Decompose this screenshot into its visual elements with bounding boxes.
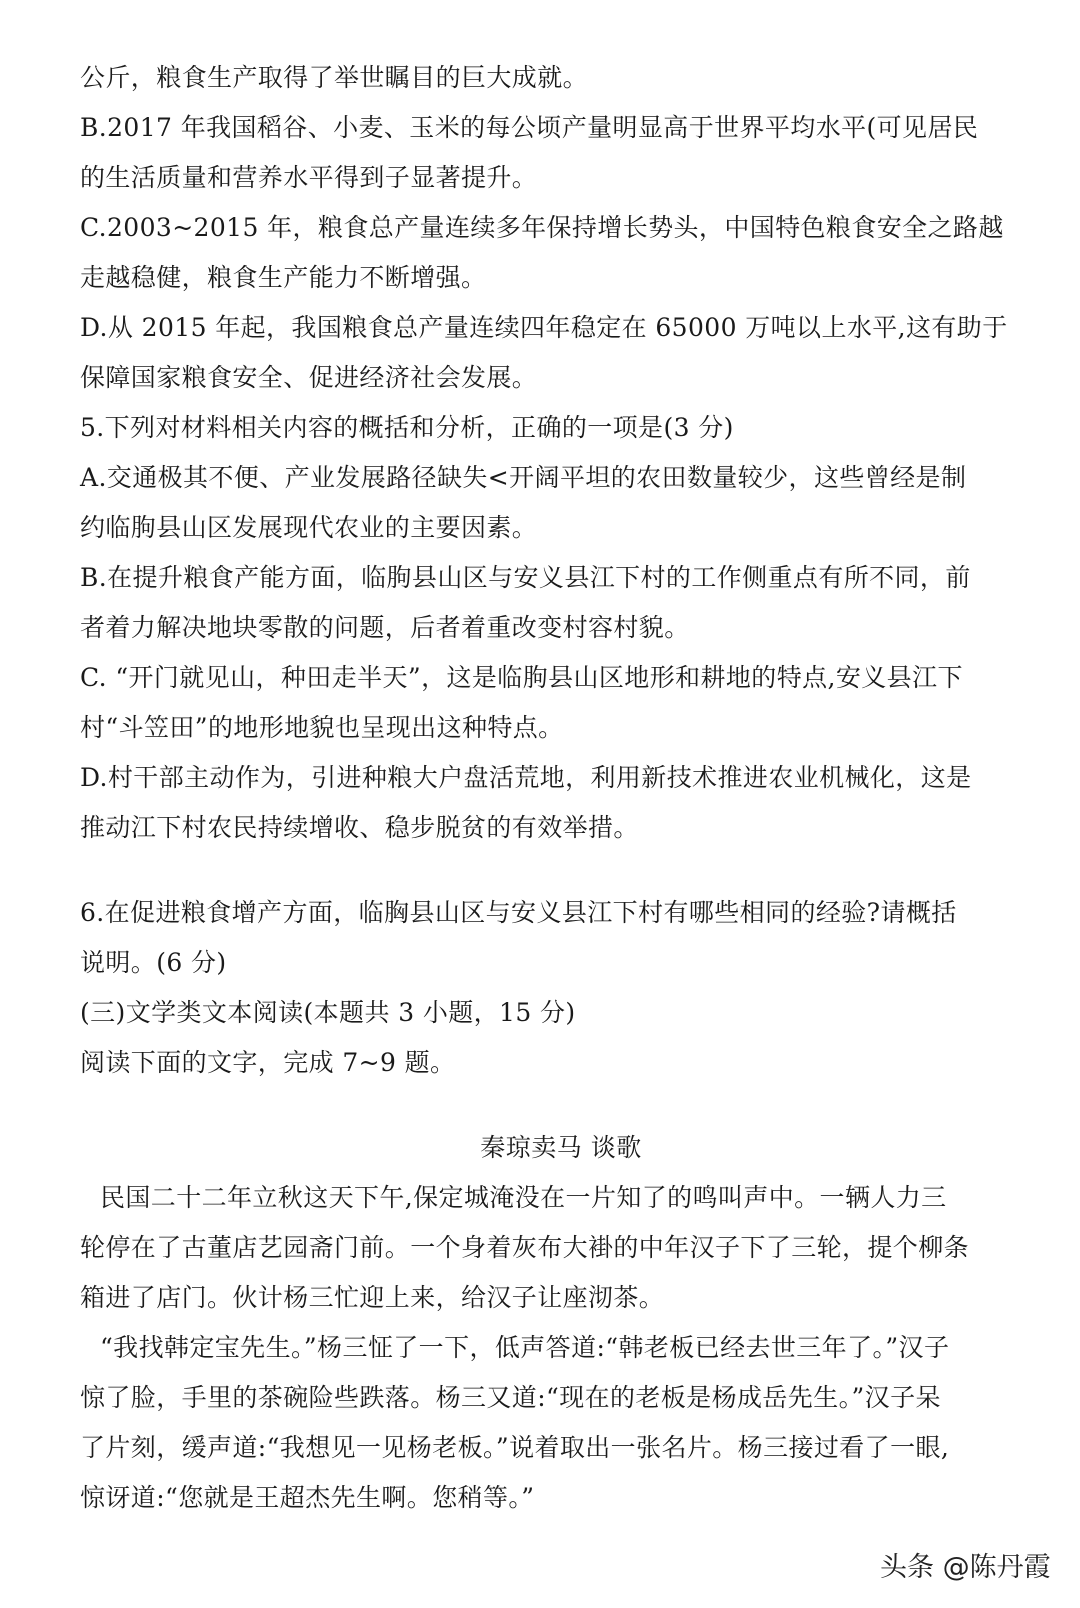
story-paragraph-line: 民国二十二年立秋这天下午,保定城淹没在一片知了的鸣叫声中。一辆人力三	[100, 1183, 947, 1212]
text-line: 公斤，粮食生产取得了举世瞩目的巨大成就。	[80, 63, 589, 92]
question-6: 6.在促进粮食增产方面，临胸县山区与安义县江下村有哪些相同的经验?请概括	[80, 898, 957, 927]
text-line: 保障国家粮食安全、促进经济社会发展。	[80, 363, 538, 392]
q5-option-c: C. “开门就见山，种田走半天”，这是临朐县山区地形和耕地的特点,安义县江下	[80, 663, 963, 692]
question-5: 5.下列对材料相关内容的概括和分析，正确的一项是(3 分)	[80, 413, 734, 442]
story-paragraph-line: 惊了脸，手里的茶碗险些跌落。杨三又道:“现在的老板是杨成岳先生。”汉子呆	[80, 1383, 941, 1412]
text-line: 者着力解决地块零散的问题，后者着重改变村容村貌。	[80, 613, 690, 642]
option-b-line: B.2017 年我国稻谷、小麦、玉米的每公顷产量明显高于世界平均水平(可见居民	[80, 113, 979, 142]
text-line: 村“斗笠田”的地形地貌也呈现出这种特点。	[80, 713, 564, 742]
section-heading: (三)文学类文本阅读(本题共 3 小题，15 分)	[80, 998, 576, 1027]
watermark: 头条 @陈丹霞	[880, 1552, 1051, 1583]
option-d-line: D.从 2015 年起，我国粮食总产量连续四年稳定在 65000 万吨以上水平,这有助于	[80, 313, 1008, 342]
text-line: 走越稳健，粮食生产能力不断增强。	[80, 263, 487, 292]
story-paragraph-line: 轮停在了古董店艺园斋门前。一个身着灰布大褂的中年汉子下了三轮，提个柳条	[80, 1233, 970, 1262]
q5-option-d: D.村干部主动作为，引进种粮大户盘活荒地，利用新技术推进农业机械化，这是	[80, 763, 972, 792]
story-paragraph-line: 了片刻，缓声道:“我想见一见杨老板。”说着取出一张名片。杨三接过看了一眼,	[80, 1433, 950, 1462]
text-line: 说明。(6 分)	[80, 948, 227, 977]
text-line: 的生活质量和营养水平得到子显著提升。	[80, 163, 538, 192]
q5-option-a: A.交通极其不便、产业发展路径缺失<开阔平坦的农田数量较少，这些曾经是制	[80, 463, 967, 492]
q5-option-b: B.在提升粮食产能方面，临朐县山区与安义县江下村的工作侧重点有所不同，前	[80, 563, 971, 592]
text-line: 约临朐县山区发展现代农业的主要因素。	[80, 513, 538, 542]
story-title: 秦琼卖马 谈歌	[480, 1133, 642, 1162]
text-line: 推动江下村农民持续增收、稳步脱贫的有效举措。	[80, 813, 639, 842]
story-paragraph-line: 箱进了店门。伙计杨三忙迎上来，给汉子让座沏茶。	[80, 1283, 665, 1312]
story-paragraph-line: “我找韩定宝先生。”杨三怔了一下，低声答道:“韩老板已经去世三年了。”汉子	[100, 1333, 950, 1362]
story-paragraph-line: 惊讶道:“您就是王超杰先生啊。您稍等。”	[80, 1483, 535, 1512]
option-c-line: C.2003~2015 年，粮食总产量连续多年保持增长势头，中国特色粮食安全之路越	[80, 213, 1004, 242]
reading-instruction: 阅读下面的文字，完成 7~9 题。	[80, 1048, 456, 1077]
